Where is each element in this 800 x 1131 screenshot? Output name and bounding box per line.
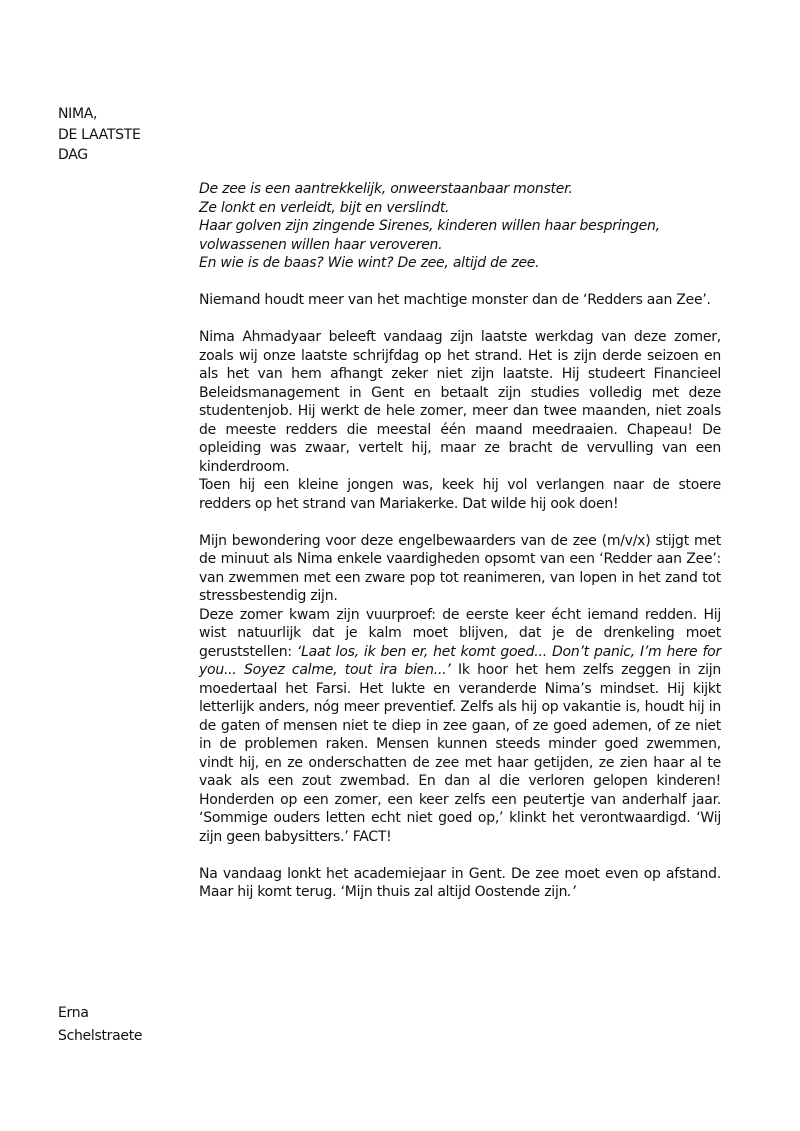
- author-line: Schelstraete: [58, 1028, 143, 1044]
- article-body: [199, 180, 721, 902]
- paragraph-childhood: Toen hij een kleine jongen was, keek hij vol verlangen naar de stoere redders op het strand van Mariakerke. Dat wilde hij ook doen!: [199, 477, 721, 512]
- closing-text: Na vandaag lonkt het academiejaar in Gent. De zee moet even op afstand. Maar hij komt terug. ‘Mijn thuis zal altijd Oostende zijn: [199, 865, 721, 900]
- title-line: NIMA,: [58, 106, 98, 122]
- closing-quote-end: .’: [567, 884, 576, 900]
- author-line: Erna: [58, 1005, 89, 1021]
- paragraph-nima-intro: Nima Ahmadyaar beleeft vandaag zijn laatste werkdag van deze zomer, zoals wij onze laatste schrijfdag op het strand. Het is zijn derde seizoen en als het van hem afhangt zeker niet zijn laatste. Hij studeert Financieel Beleidsmanagement in Gent en betaalt zijn studies volledig met deze studentenjob. Hij werkt de hele zomer, meer dan twee maanden, niet zoals de meeste redders die meestal één maand meedraaien. Chapeau! De opleiding was zwaar, vertelt hij, maar ze bracht de vervulling van een kinderdroom.: [199, 329, 721, 475]
- intro-poem: [199, 180, 721, 273]
- rescue-quote: ‘Laat los, ik ben er, het komt goed... Don’t panic, I’m here for you... Soyez calme, tout ira bien...’: [199, 643, 721, 678]
- paragraph-redders: Niemand houdt meer van het machtige monster dan de ‘Redders aan Zee’.: [199, 292, 711, 308]
- paragraph-closing: [199, 865, 721, 902]
- poem-line: De zee is een aantrekkelijk, onweerstaanbaar monster.: [199, 181, 573, 197]
- rescue-text-end: Ik hoor het hem zelfs zeggen in zijn moedertaal het Farsi. Het lukte en veranderde Nima’s mindset. Hij kijkt letterlijk anders, nóg meer preventief. Zelfs als hij op vakantie is, houdt hij in de gaten of mensen niet te diep in zee gaan, of ze goed ademen, of ze niet in de problemen raken. Mensen kunnen steeds minder goed zwemmen, vindt hij, en ze onderschatten de zee met haar getijden, ze zien haar al te vaak als een zout zwembad. En dan al die verloren gelopen kinderen! Honderden op een zomer, een keer zelfs een peutertje van anderhalf jaar. ‘Sommige ouders letten echt niet goed op,’ klinkt het verontwaardigd. ‘Wij zijn geen babysitters.’ FACT!: [199, 662, 721, 845]
- author-name: [58, 1002, 142, 1048]
- paragraph-first-rescue: [199, 606, 721, 847]
- paragraph-skills: Mijn bewondering voor deze engelbewaarders van de zee (m/v/x) stijgt met de minuut als Nima enkele vaardigheden opsomt van een ‘Redder aan Zee’: van zwemmen met een zware pop tot reanimeren, van lopen in het zand tot stressbestendig zijn.: [199, 532, 721, 604]
- poem-line: Haar golven zijn zingende Sirenes, kinderen willen haar bespringen,: [199, 218, 660, 234]
- article-title: [58, 104, 188, 166]
- poem-line: En wie is de baas? Wie wint? De zee, altijd de zee.: [199, 255, 540, 271]
- title-line: DAG: [58, 147, 88, 163]
- rescue-text-start: Deze zomer kwam zijn vuurproef: de eerste keer écht iemand redden. Hij wist natuurlijk dat je kalm moet blijven, dat je de drenkeling moet geruststellen:: [199, 606, 721, 660]
- poem-line: volwassenen willen haar veroveren.: [199, 236, 443, 253]
- title-line: DE LAATSTE: [58, 126, 141, 143]
- poem-line: Ze lonkt en verleidt, bijt en verslindt.: [199, 199, 450, 216]
